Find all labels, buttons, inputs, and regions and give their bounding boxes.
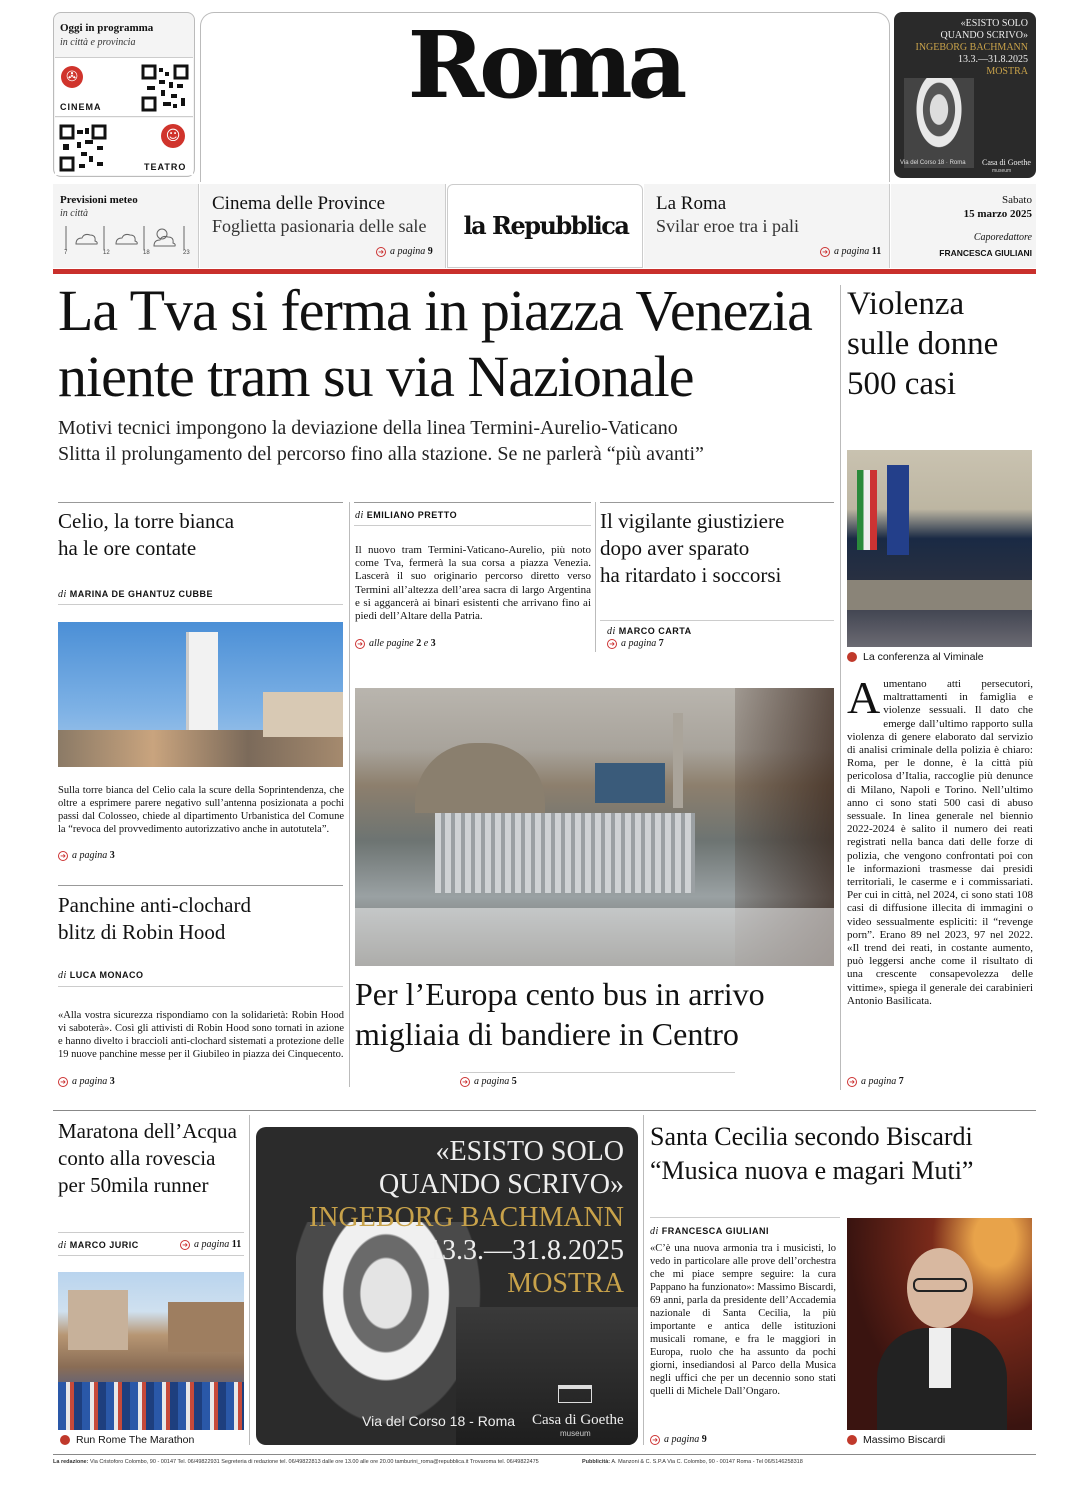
vigilante-byline: di MARCO CARTA: [607, 626, 692, 637]
meteo-hour: 18: [143, 250, 150, 256]
editor-role: Caporedattore: [973, 232, 1032, 243]
arrow-right-icon: ➜: [650, 1435, 660, 1445]
biscardi-caption: Massimo Biscardi: [847, 1434, 945, 1446]
meteo-subtitle: in città: [60, 208, 89, 219]
ad-portrait: [904, 78, 974, 168]
lead-headline-2[interactable]: niente tram su via Nazionale: [58, 344, 694, 409]
teaser-pageref[interactable]: ➜ a pagina 9: [376, 246, 433, 257]
qr-code-icon[interactable]: [59, 124, 107, 172]
panchine-byline: di LUCA MONACO: [58, 970, 144, 981]
teatro-label: TEATRO: [144, 162, 187, 172]
ad-big-line5: MOSTRA: [507, 1268, 624, 1299]
ad-small[interactable]: [894, 12, 1036, 178]
red-rule: [53, 269, 1036, 274]
panchine-title[interactable]: Panchine anti-clochard blitz di Robin Hood: [58, 893, 251, 944]
teaser-title: Cinema delle Province: [212, 193, 386, 214]
arrow-right-icon: ➜: [607, 639, 617, 649]
ad-small-line4: 13.3.—31.8.2025: [958, 54, 1028, 65]
masthead-title: Roma: [407, 11, 683, 119]
qr-code-icon[interactable]: [141, 64, 189, 112]
cecilia-pageref[interactable]: ➜ a pagina 9: [650, 1434, 707, 1445]
celio-byline: di MARINA DE GHANTUZ CUBBE: [58, 589, 213, 600]
arrow-right-icon: ➜: [820, 247, 830, 257]
ad-big-line1: «ESISTO SOLO: [435, 1136, 624, 1167]
teaser-subtitle: Svilar eroe tra i pali: [656, 216, 799, 236]
meteo-hour: 23: [183, 250, 190, 256]
arrow-right-icon: ➜: [355, 639, 365, 649]
europa-pageref[interactable]: ➜ a pagina 5: [460, 1076, 517, 1087]
camera-icon: [847, 1435, 857, 1445]
weekday: Sabato: [1002, 194, 1032, 206]
marathon-caption: Run Rome The Marathon: [60, 1434, 194, 1446]
lead-body: Il nuovo tram Termini-Vaticano-Aurelio, più noto come Tva, fermerà la sua corsa a piazza Venezia. Lascerà il suo originario percorso diretto verso Termini all’altezza dell’area sacra di largo Argentina e si aggancerà ai binari esistenti che arrivano fino ai piedi dell’Altare della Patria.: [355, 544, 591, 623]
ad-small-address: Via del Corso 18 · Roma: [900, 160, 966, 166]
marathon-photo: [58, 1272, 244, 1430]
cecilia-byline: di FRANCESCA GIULIANI: [650, 1226, 769, 1237]
ad-big-brand-sub: museum: [560, 1429, 591, 1438]
europa-title[interactable]: Per l’Europa cento bus in arrivo migliaia di bandiere in Centro: [355, 976, 765, 1052]
celio-pageref[interactable]: ➜ a pagina 3: [58, 850, 115, 861]
cinema-label: CINEMA: [60, 102, 102, 112]
celio-title[interactable]: Celio, la torre bianca ha le ore contate: [58, 509, 235, 560]
arrow-right-icon: ➜: [58, 851, 68, 861]
date: 15 marzo 2025: [963, 208, 1032, 220]
meteo-hour: 7: [64, 250, 68, 256]
weather-strip: [60, 222, 195, 258]
camera-icon: [60, 1435, 70, 1445]
violenza-title[interactable]: Violenza sulle donne 500 casi: [847, 286, 999, 402]
meteo-title: Previsioni meteo: [60, 194, 138, 206]
dropcap: A: [847, 672, 881, 723]
teaser-title: La Roma: [656, 193, 727, 214]
ad-small-line1: «ESISTO SOLO: [960, 18, 1028, 29]
lead-pageref[interactable]: ➜ alle pagine 2 e 3: [355, 638, 436, 649]
ad-big-line3: INGEBORG BACHMANN: [308, 1202, 624, 1233]
ad-big-line2: QUANDO SCRIVO»: [378, 1169, 624, 1200]
vigilante-pageref[interactable]: ➜ a pagina 7: [607, 638, 664, 649]
piazza-photo: [355, 688, 834, 966]
viminale-photo: [847, 450, 1032, 647]
teatro-tile[interactable]: [55, 118, 193, 175]
cloud-icon: [116, 234, 137, 244]
panchine-body: «Alla vostra sicurezza rispondiamo con la solidarietà: Robin Hood vi saboterà». Così gli attivisti di Robin Hood sono tornati in azione e hanno divelto i braccioli anti-clochard sistemati a protezione delle 19 nuove panchine messe per il Giubileo in piazza dei Cinquecento.: [58, 1010, 344, 1060]
viminale-caption: La conferenza al Viminale: [847, 651, 984, 663]
programma-subtitle: in città e provincia: [60, 37, 136, 48]
panchine-pageref[interactable]: ➜ a pagina 3: [58, 1076, 115, 1087]
ad-small-line5: MOSTRA: [986, 66, 1028, 77]
newspaper-logo: la Repubblica: [463, 211, 629, 240]
cloud-icon: [76, 234, 97, 244]
ad-small-line3: INGEBORG BACHMANN: [915, 42, 1028, 53]
teaser-subtitle: Foglietta pasionaria delle sale: [212, 216, 427, 236]
arrow-right-icon: ➜: [847, 1077, 857, 1087]
teaser-pageref[interactable]: ➜ a pagina 11: [820, 246, 881, 257]
violenza-pageref[interactable]: ➜ a pagina 7: [847, 1076, 904, 1087]
editor-name: FRANCESCA GIULIANI: [939, 248, 1032, 258]
ad-big-brand: Casa di Goethe: [532, 1412, 624, 1428]
ad-big[interactable]: [256, 1127, 638, 1445]
arrow-right-icon: ➜: [58, 1077, 68, 1087]
maratona-byline: di MARCO JURIC: [58, 1240, 139, 1251]
lead-byline: di EMILIANO PRETTO: [355, 510, 458, 521]
repubblica-box: [447, 184, 643, 268]
footer-left: La redazione: Via Cristoforo Colombo, 90 - 00147 Tel. 06/49822931 Segreteria di redazione tel. 06/49822813 dalle ore 13.00 alle ore 20.00 tamburini_roma@repubblica.it Trovaroma tel. 06/49822475: [53, 1459, 539, 1465]
celio-body: Sulla torre bianca del Celio cala la scure della Soprintendenza, che oltre a esprimere parere negativo sull’antenna posizionata a pochi passi dal Colosseo, chiede al dipartimento Urbanistica del Comune la “revoca del provvedimento autorizzativo anche in autotutela”.: [58, 785, 344, 835]
lead-headline-1[interactable]: La Tva si ferma in piazza Venezia: [58, 278, 812, 343]
film-reel-icon: ✇: [61, 66, 83, 88]
footer-right: Pubblicità: A. Manzoni & C. S.P.A Via C. Colombo, 90 - 00147 Roma - Tel 06/5146258318: [582, 1459, 803, 1465]
arrow-right-icon: ➜: [180, 1240, 190, 1250]
teaser-cinema[interactable]: [200, 184, 446, 268]
lead-deck-2: Slitta il prolungamento del percorso fino alla stazione. Se ne parlerà “più avanti”: [58, 443, 704, 465]
ad-big-address: Via del Corso 18 - Roma: [362, 1413, 516, 1429]
meteo-hour: 12: [103, 250, 110, 256]
vigilante-title[interactable]: Il vigilante giustiziere dopo aver sparato ha ritardato i soccorsi: [600, 509, 785, 587]
maratona-pageref[interactable]: ➜ a pagina 11: [180, 1239, 241, 1250]
date-box: [891, 184, 1036, 268]
maratona-title[interactable]: Maratona dell’Acqua conto alla rovescia per 50mila runner: [58, 1119, 238, 1197]
cecilia-title[interactable]: Santa Cecilia secondo Biscardi “Musica nuova e magari Muti”: [650, 1122, 974, 1185]
theatre-masks-icon: ☺: [161, 124, 185, 148]
celio-tower-photo: [58, 622, 343, 767]
cecilia-body: «C’è una nuova armonia tra i musicisti, lo vedo in particolare alle prove dell’orchestra che mi piace sempre seguire: la cura Pappano ha funzionato»: Massimo Biscardi, 69 anni, parla da presidente dell’Accademia nazionale di Santa Cecilia, la più importante e antica delle istituzioni musicali romane, e fra le maggiori in Europa, ruolo che ha assunto da pochi giorni, insediandosi al Parco della Musica negli uffici che per un decennio sono stati quelli di Michele Dall’Ongaro.: [650, 1243, 836, 1397]
ad-small-line2: QUANDO SCRIVO»: [940, 30, 1028, 41]
lead-deck-1: Motivi tecnici impongono la deviazione della linea Termini-Aurelio-Vaticano: [58, 417, 678, 439]
teaser-roma[interactable]: [644, 184, 890, 268]
ad-big-line4: 13.3.—31.8.2025: [428, 1235, 624, 1266]
arrow-right-icon: ➜: [376, 247, 386, 257]
biscardi-photo: [847, 1218, 1032, 1430]
ad-small-brand-sub: museum: [992, 168, 1012, 174]
camera-icon: [847, 652, 857, 662]
building-icon: [558, 1385, 592, 1403]
cinema-tile[interactable]: [55, 57, 193, 117]
ad-small-brand: Casa di Goethe: [982, 158, 1031, 167]
arrow-right-icon: ➜: [460, 1077, 470, 1087]
programma-title: Oggi in programma: [60, 22, 154, 34]
violenza-body: Aumentano atti persecutori, maltrattamenti in famiglia e violenze sessuali. Il dato che emerge dall’ultimo rapporto sulla violenza di genere elaborato dal servizio di analisi criminale della polizia è chiaro: Roma, per le donne, è la città più pericolosa d’Italia, raccoglie più denunce di Milano, Napoli e Torino. Nell’ultimo anno ci sono stati 500 casi di abuso sessuale. In linea generale nel biennio 2022-2024 è salito il numero dei reati registrati nella banca dati delle forze di polizia, che vengono confrontati poi con le informazioni trasmesse dai presidi territoriali, le caserme e i commissariati. Per cui in città, nel 2024, ci sono stati 108 casi di diffusione illecita di immagini o video sessualmente espliciti: il “revenge porn”. Erano 89 nel 2023, 97 nel 2022. «Il trend dei reati, in costante aumento, può leggersi anche come il risultato di una crescente consapevolezza delle vittime», spiega il generale dei carabinieri Antonio Basilicata.: [847, 672, 1033, 1007]
